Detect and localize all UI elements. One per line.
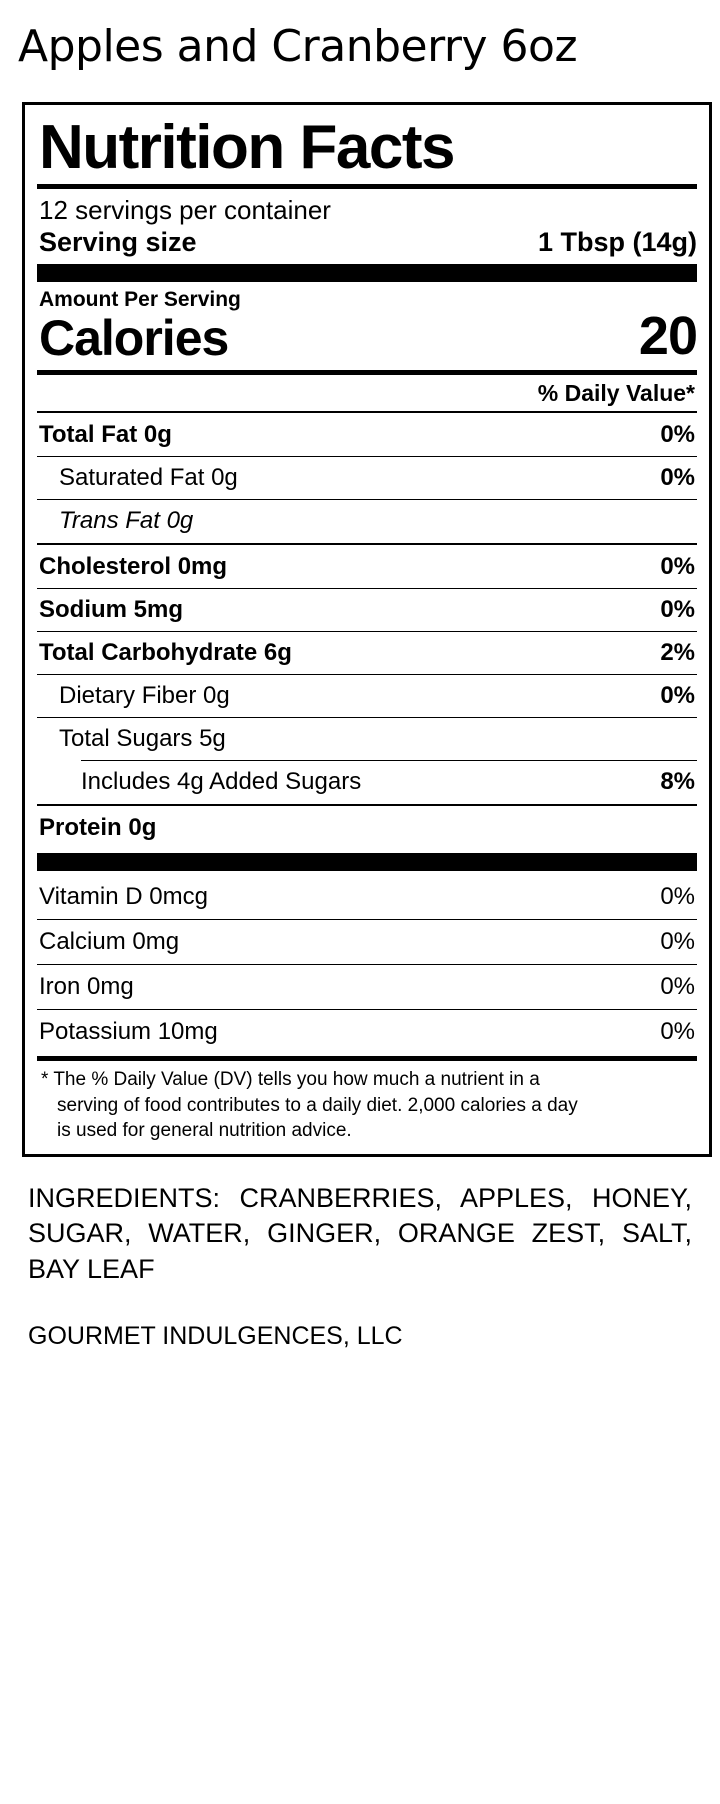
amount-per-serving-label: Amount Per Serving	[39, 288, 241, 312]
table-row	[37, 592, 697, 628]
nutrient-percent: 0%	[660, 972, 695, 1000]
nutrition-facts-panel	[22, 102, 712, 1157]
divider	[37, 370, 697, 375]
nutrient-percent: 0%	[660, 927, 695, 955]
serving-size-label: Serving size	[39, 227, 197, 258]
nutrient-percent: 0%	[660, 595, 695, 623]
servings-per-container: 12 servings per container	[39, 194, 331, 225]
footnote-line-3: is used for general nutrition advice.	[57, 1120, 352, 1142]
nutrient-label: Calcium 0mg	[39, 927, 180, 955]
footnote-line-1: * The % Daily Value (DV) tells you how much a nutrient in a	[41, 1068, 540, 1090]
ingredients-text: INGREDIENTS: CRANBERRIES, APPLES, HONEY, SUGAR, WATER, GINGER, ORANGE ZEST, SALT, BAY LEAF	[28, 1182, 692, 1285]
nutrient-percent: 2%	[660, 638, 695, 666]
table-row	[37, 549, 697, 585]
table-row	[37, 810, 697, 846]
calories-row	[39, 308, 697, 365]
nutrient-label: Protein 0g	[39, 813, 157, 841]
divider	[81, 760, 697, 761]
nutrient-percent: 8%	[660, 767, 695, 795]
nutrient-label: Total Fat 0g	[39, 420, 172, 448]
divider	[37, 674, 697, 675]
nutrient-percent: 0%	[660, 463, 695, 491]
nutrient-label: Dietary Fiber 0g	[59, 681, 230, 709]
divider	[37, 588, 697, 589]
nutrient-label: Sodium 5mg	[39, 595, 184, 623]
divider	[37, 964, 697, 965]
table-row	[37, 923, 697, 961]
table-row	[37, 1013, 697, 1051]
table-row	[37, 678, 697, 714]
nutrient-percent: 0%	[660, 882, 695, 910]
table-row	[37, 878, 697, 916]
table-row	[37, 764, 697, 800]
nutrient-label: Total Sugars 5g	[59, 724, 226, 752]
company-name: GOURMET INDULGENCES, LLC	[28, 1321, 403, 1350]
divider	[37, 919, 697, 920]
table-row	[37, 460, 697, 496]
nutrient-label: Vitamin D 0mcg	[39, 882, 208, 910]
nutrient-label: Total Carbohydrate 6g	[39, 638, 292, 666]
footnote-line-2: serving of food contributes to a daily diet. 2,000 calories a day	[57, 1094, 578, 1116]
serving-size-row	[39, 227, 697, 258]
divider	[37, 184, 697, 189]
nutrient-percent: 0%	[660, 420, 695, 448]
divider	[37, 631, 697, 632]
nutrient-percent: 0%	[660, 552, 695, 580]
divider-thick	[37, 264, 697, 282]
nutrient-percent: 0%	[660, 681, 695, 709]
divider	[37, 499, 697, 500]
divider	[37, 456, 697, 457]
table-row	[37, 503, 697, 539]
nutrient-label: Cholesterol 0mg	[39, 552, 228, 580]
nutrient-label: Saturated Fat 0g	[59, 463, 238, 491]
table-row	[37, 721, 697, 757]
calories-value: 20	[638, 306, 697, 367]
table-row	[37, 417, 697, 453]
nutrition-facts-title: Nutrition Facts	[39, 112, 454, 182]
divider	[37, 1009, 697, 1010]
divider	[37, 1056, 697, 1061]
nutrient-label: Includes 4g Added Sugars	[81, 767, 362, 795]
daily-value-footnote	[41, 1067, 693, 1144]
divider	[37, 543, 697, 545]
nutrient-label: Potassium 10mg	[39, 1017, 218, 1045]
calories-label: Calories	[39, 310, 229, 367]
table-row	[37, 635, 697, 671]
daily-value-header: % Daily Value*	[537, 379, 695, 406]
divider	[37, 411, 697, 413]
nutrient-label: Trans Fat 0g	[59, 506, 194, 534]
page-title: Apples and Cranberry 6oz	[18, 21, 578, 72]
nutrient-percent: 0%	[660, 1017, 695, 1045]
table-row	[37, 968, 697, 1006]
divider	[37, 804, 697, 806]
nutrient-label: Iron 0mg	[39, 972, 134, 1000]
divider	[37, 717, 697, 718]
divider-thick	[37, 853, 697, 871]
serving-size-value: 1 Tbsp (14g)	[537, 227, 697, 258]
